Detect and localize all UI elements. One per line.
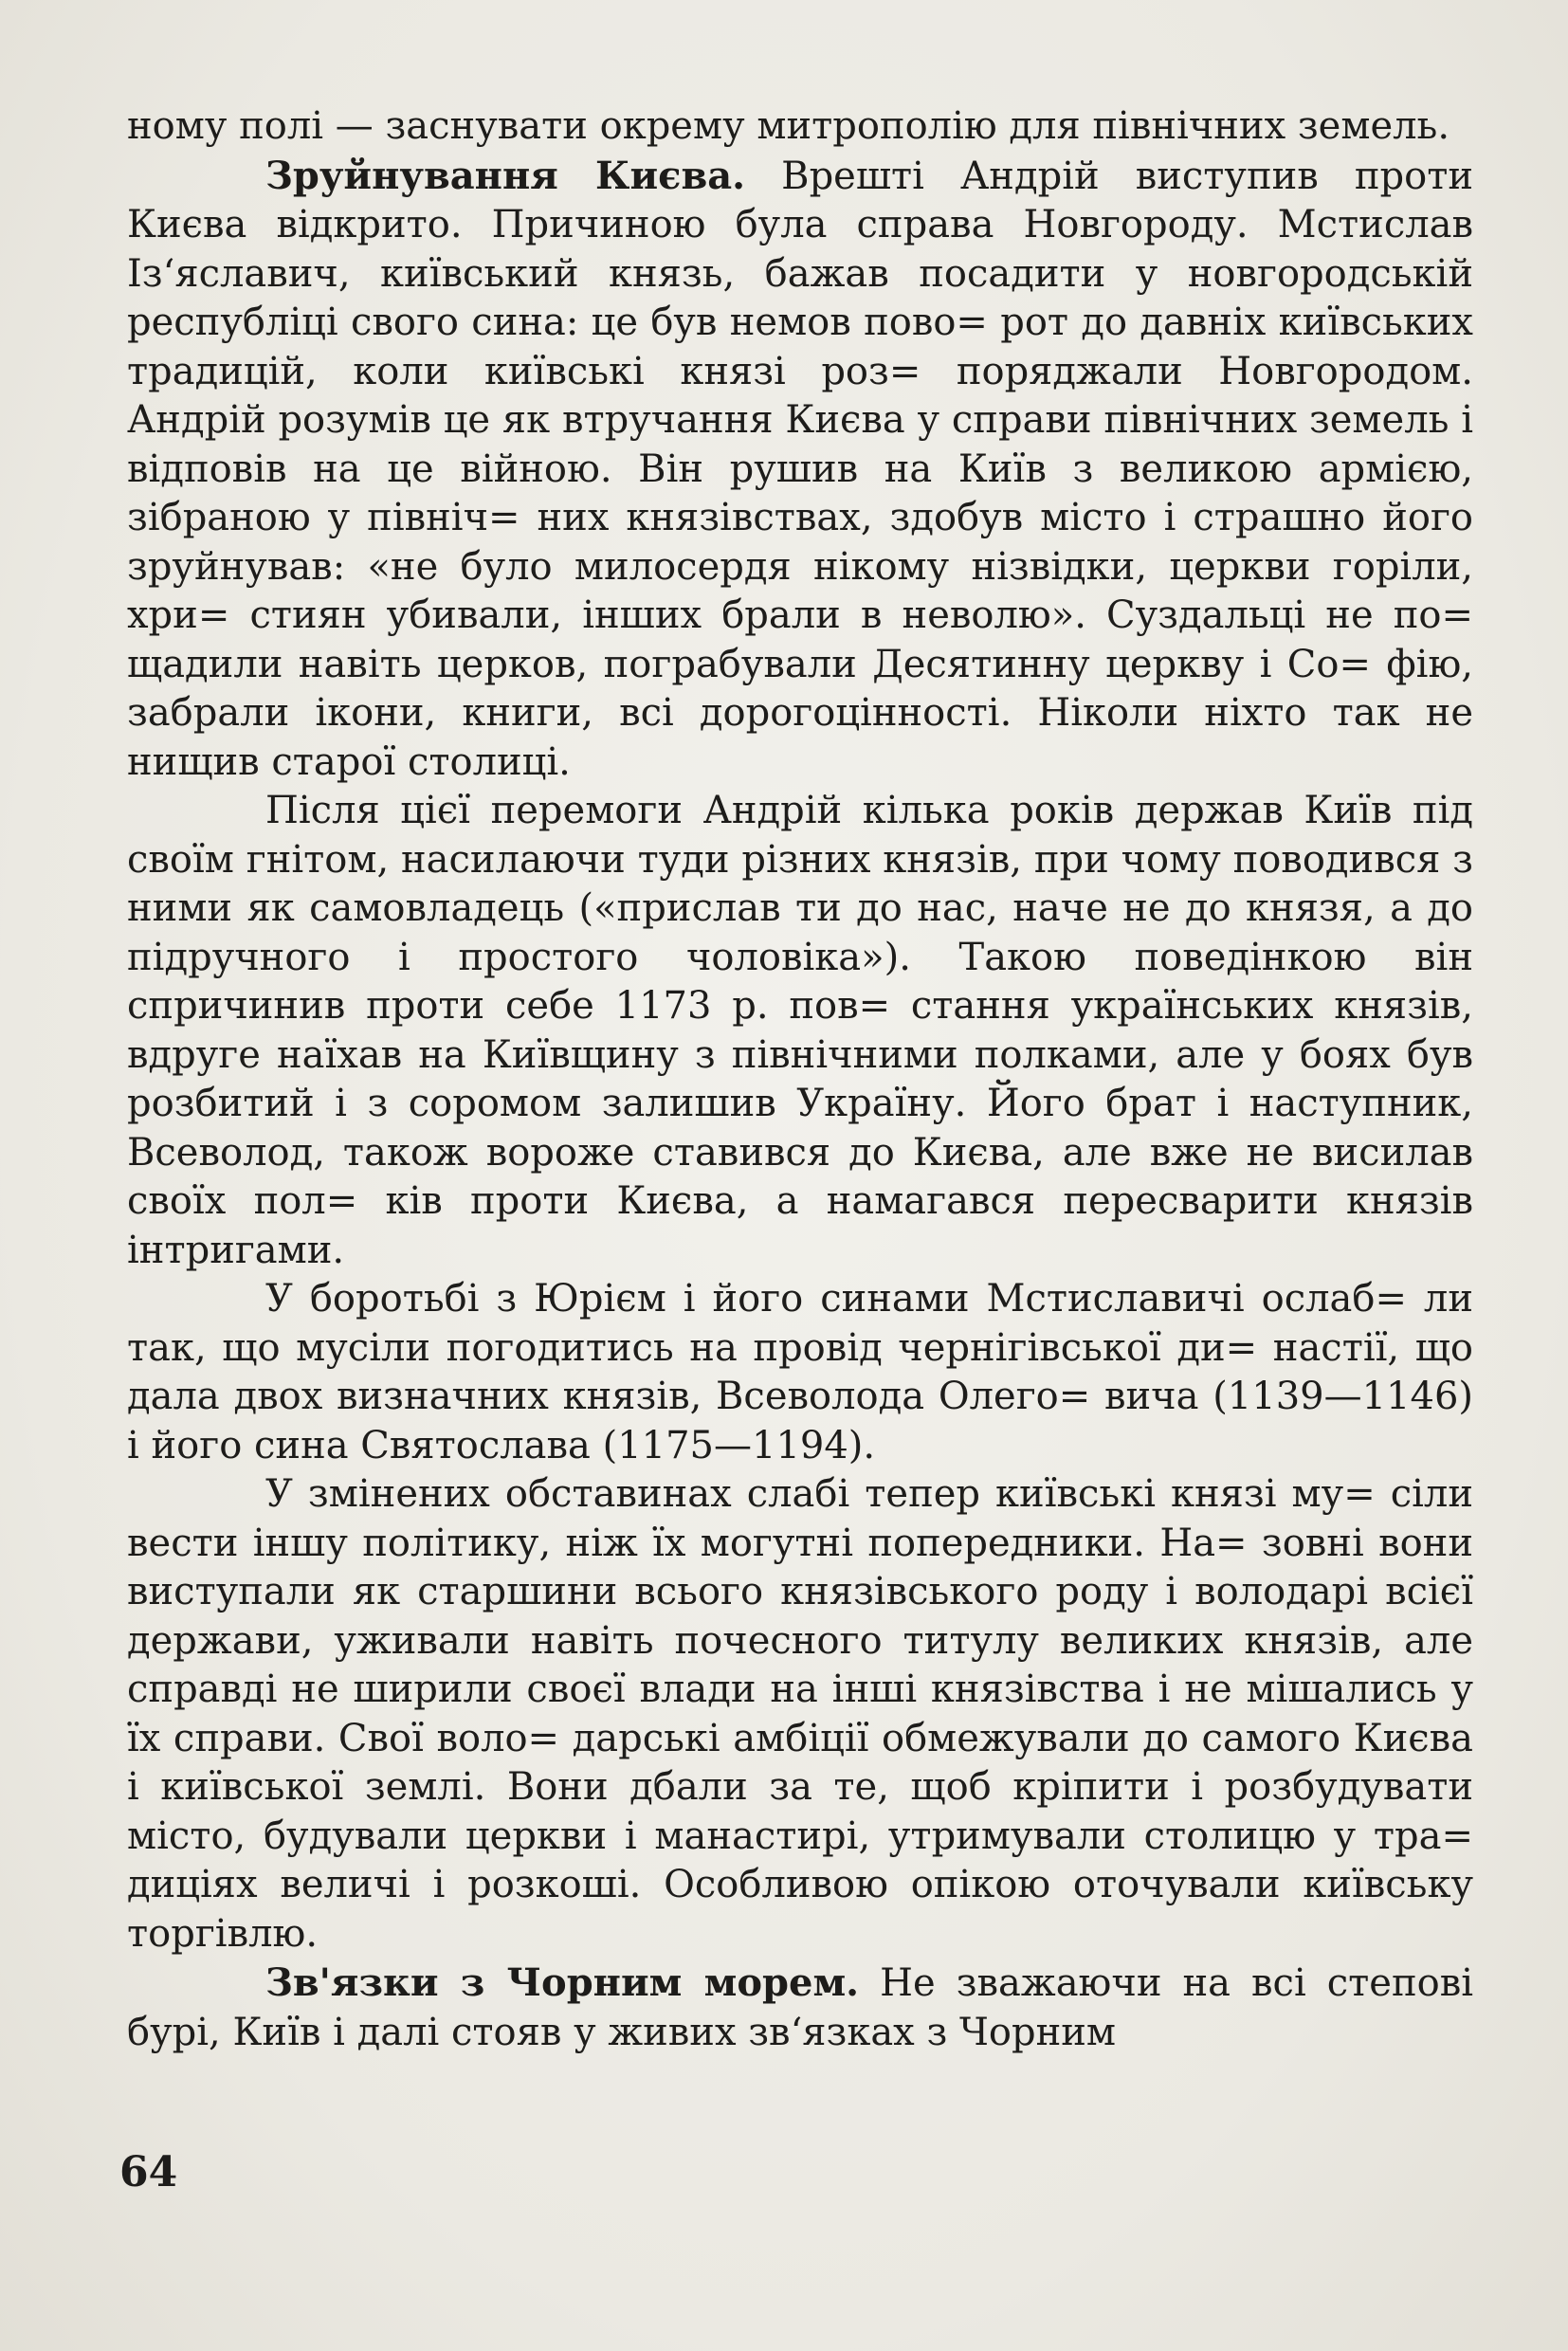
paragraph-text: У змінених обставинах слабі тепер київські князі му= сіли вести іншу політику, ніж їх могутні попередники. На= зовні вони виступали як старшини всього князівського роду і володарі всієї держави, уживали навіть почесного титулу великих князів, але справді не ширили своєї влади на інші князівства і не мішались у їх справи. Свої воло= дарські амбіції обмежували до самого Києва і київської землі. Вони дбали за те, щоб кріпити і розбудувати місто, будували церкви і манастирі, утримували столицю у тра= диціях величі і розкоші. Особливою опікою оточували київську торгівлю. [127,1472,1473,1956]
paragraph-text: Врешті Андрій виступив проти Києва відкрито. Причиною була справа Новгороду. Мстислав Із‘яславич, київський князь, бажав посадити у новгородській республіці свого сина: це був немов пово= рот до давніх київських традицій, коли київські князі роз= поряджали Новгородом. Андрій розумів це як втручання Києва у справи північних земель і відповів на це війною. Він рушив на Київ з великою армією, зібраною у північ= них князівствах, здобув місто і страшно його зруйнував: «не було милосердя нікому нізвідки, церкви горіли, хри= стиян убивали, інших брали в неволю». Суздальці не по= щадили навіть церков, пограбували Десятинну церкву і Со= фію, забрали ікони, книги, всі дорогоцінності. Ніколи ніхто так не нищив старої столиці. [127,154,1473,784]
paragraph [127,787,1473,1275]
paragraph-text: Після цієї перемоги Андрій кілька років держав Київ під своїм гнітом, насилаючи туди різних князів, при чому поводився з ними як самовладець («прислав ти до нас, наче не до князя, а до підручного і простого чоловіка»). Такою поведінкою він спричинив проти себе 1173 р. пов= стання українських князів, вдруге наїхав на Київщину з північними полками, але у боях був розбитий і з соромом залишив Україну. Його брат і наступник, Всеволод, також вороже ставився до Києва, але вже не висилав своїх пол= ків проти Києва, а намагався пересварити князів інтригами. [127,789,1473,1272]
paragraph [127,1275,1473,1470]
paragraph [127,102,1473,152]
body-text [127,102,1473,2057]
paragraph-text: Не зважаючи на всі степові бурі, Київ і далі стояв у живих зв‘язках з Чорним [127,1961,1474,2054]
paragraph [127,1959,1473,2057]
page-number: 64 [119,2148,178,2196]
paragraph-text: У боротьбі з Юрієм і його синами Мстиславичі ослаб= ли так, що мусіли погодитись на провід чернігівської ди= настії, що дала двох визначних князів, Всеволода Олего= вича (1139—1146) і його сина Святослава (1175—1194). [127,1277,1473,1467]
paragraph [127,1470,1473,1959]
paragraph [127,152,1473,788]
paragraph-text: ному полі — заснувати окрему митрополію для північних земель. [127,104,1450,148]
section-heading: Зруйнування Києва. [265,153,746,198]
section-heading: Зв'язки з Чорним морем. [265,1960,860,2005]
